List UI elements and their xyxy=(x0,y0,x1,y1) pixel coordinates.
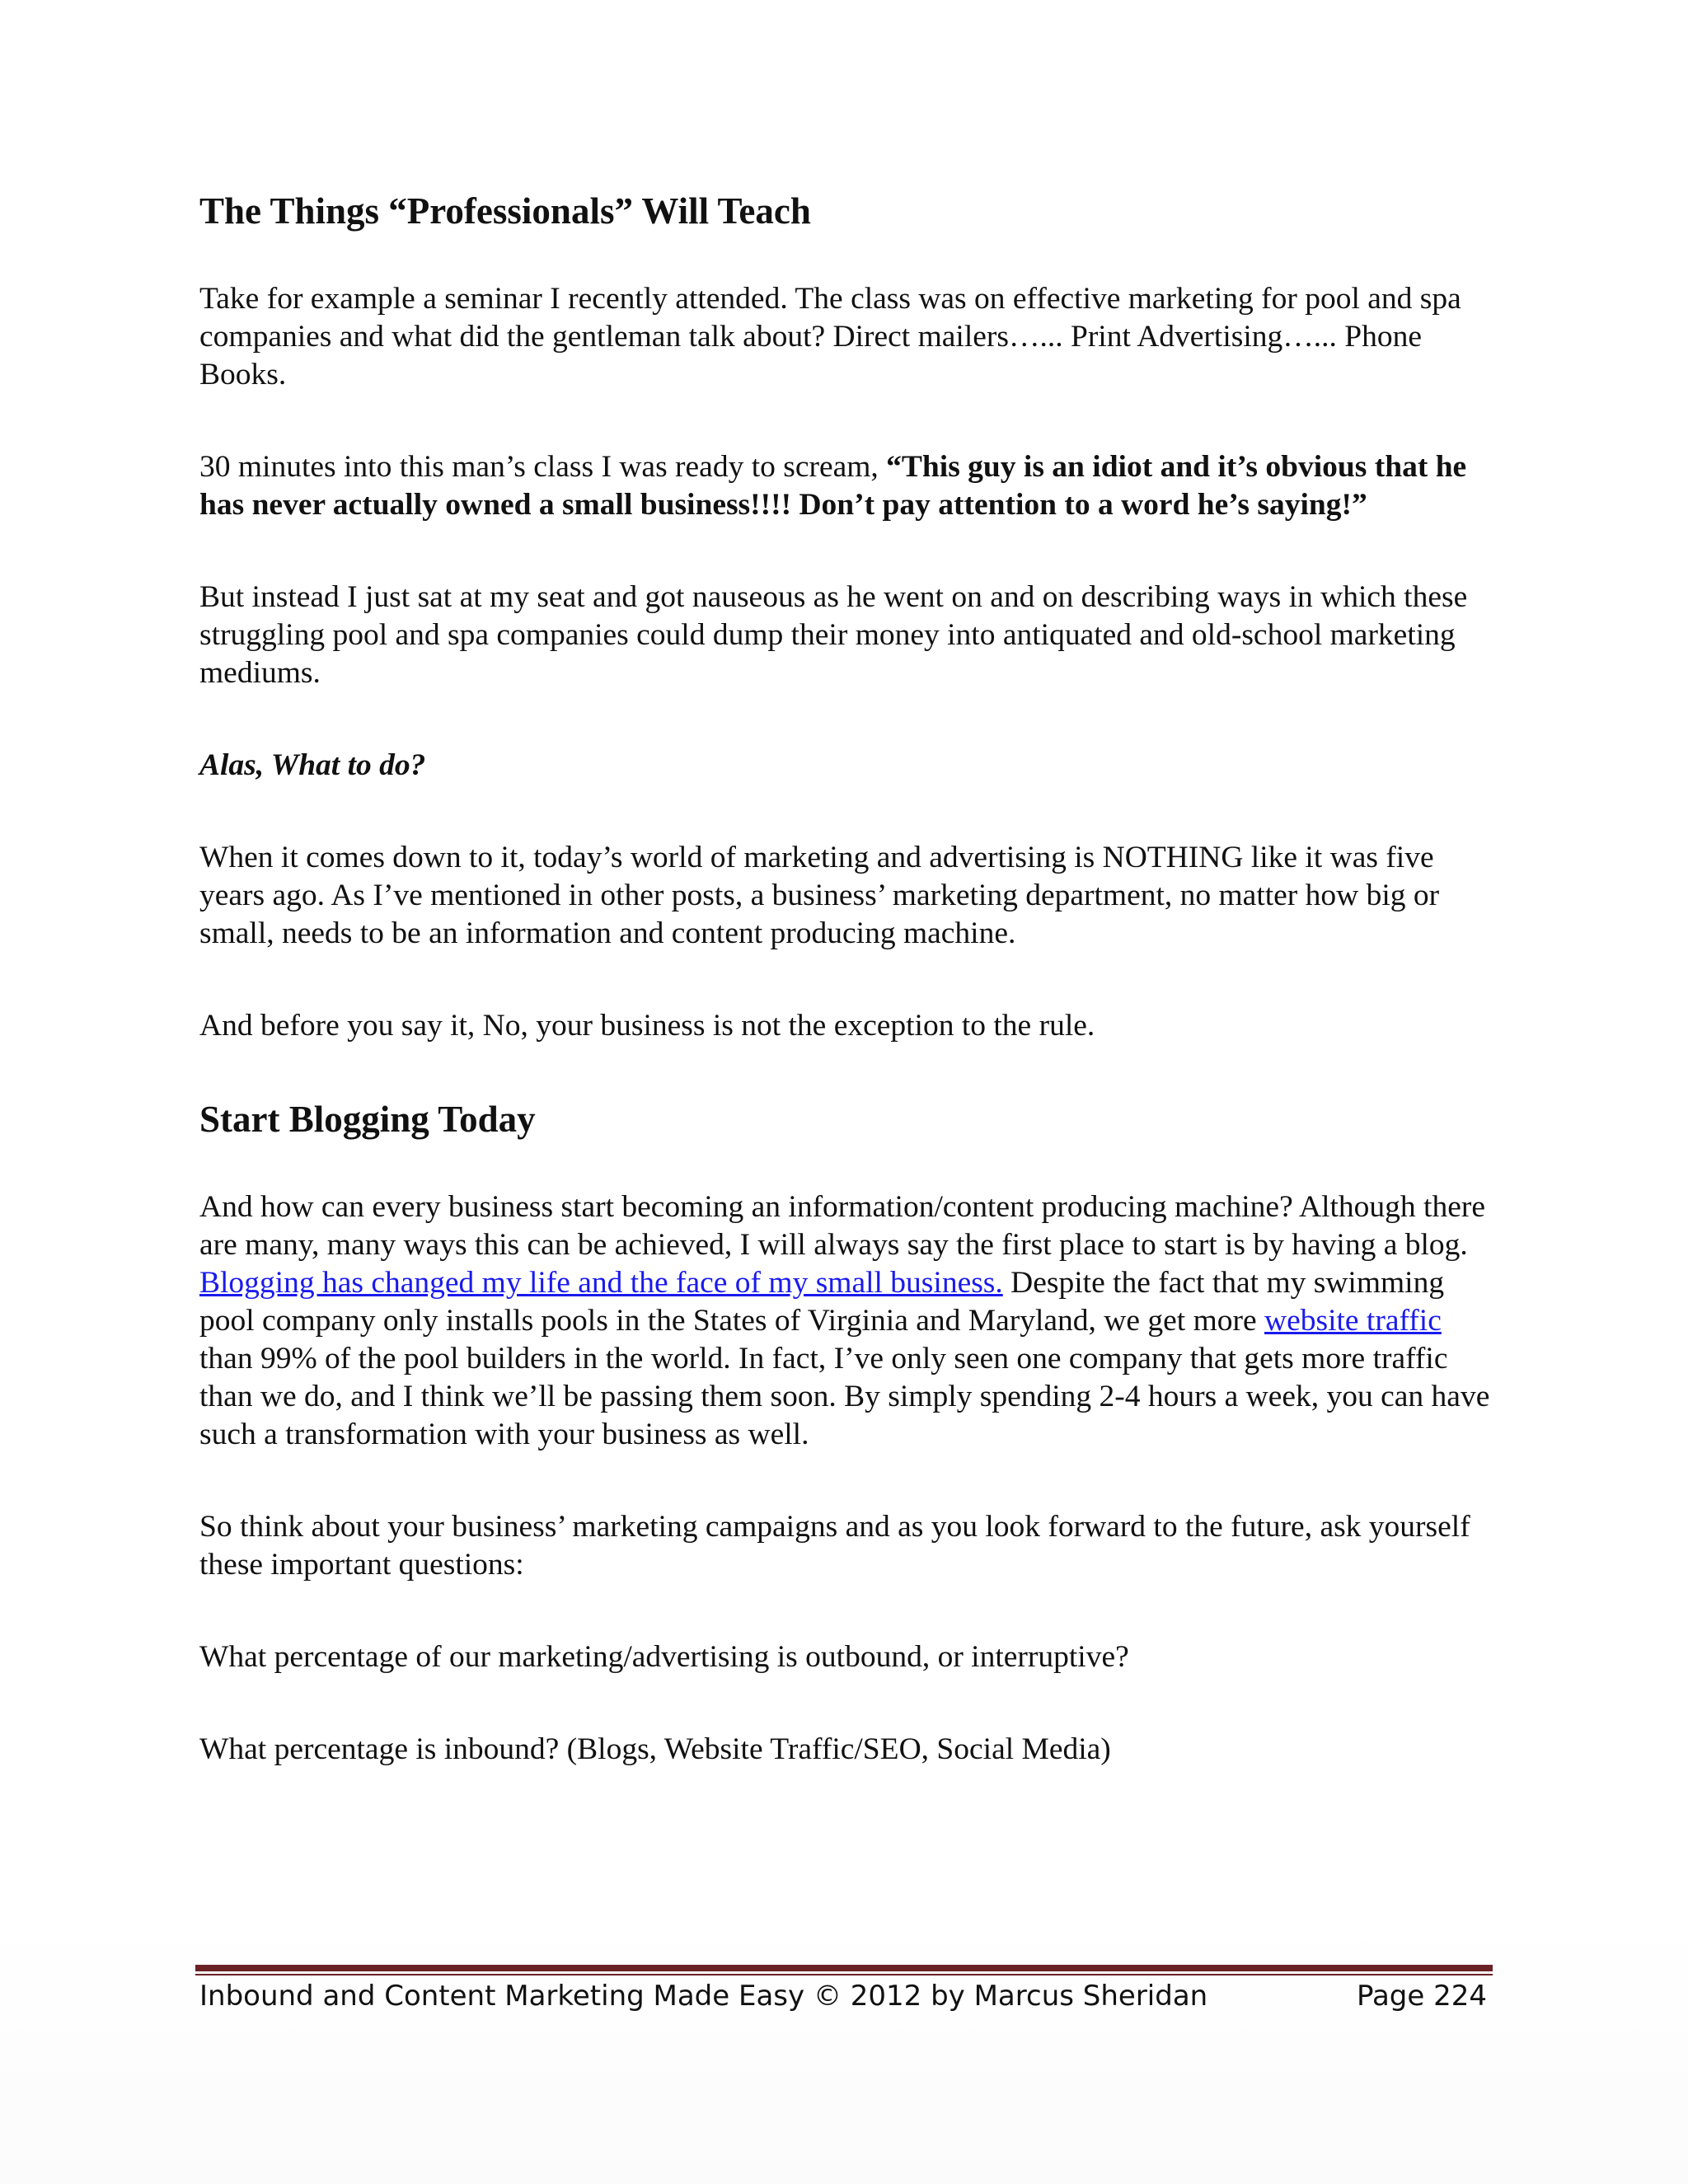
footer-page-number: Page 224 xyxy=(1356,1980,1487,2013)
paragraph-blogging-part-a: And how can every business start becoming an information/content producing machine? Although there are many, many ways this can be achieved, I will always say the first place to start is by having a blog. xyxy=(199,1190,1486,1262)
page-content xyxy=(199,190,1502,1769)
paragraph-blogging xyxy=(199,1188,1502,1454)
section-heading-professionals: The Things “Professionals” Will Teach xyxy=(199,190,811,232)
paragraph-exception: And before you say it, No, your business is not the exception to the rule. xyxy=(199,1009,1095,1043)
paragraph-think-about: So think about your business’ marketing campaigns and as you look forward to the future, ask yourself these important questions: xyxy=(199,1510,1470,1582)
footer-divider xyxy=(195,1965,1493,1975)
paragraph-scream xyxy=(199,448,1502,524)
blogging-changed-my-life-link[interactable]: Blogging has changed my life and the face of my small business. xyxy=(199,1266,1003,1300)
paragraph-nauseous: But instead I just sat at my seat and got nauseous as he went on and on describing ways in which these struggling pool and spa companies could dump their money into antiquated and old-school marketing mediums. xyxy=(199,580,1468,690)
subheading-alas: Alas, What to do? xyxy=(199,748,426,782)
section-heading-blogging: Start Blogging Today xyxy=(199,1099,536,1140)
footer-book-title: Inbound and Content Marketing Made Easy © 2012 by Marcus Sheridan xyxy=(199,1980,1208,2013)
paragraph-marketing-today: When it comes down to it, today’s world of marketing and advertising is NOTHING like it was five years ago. As I’ve mentioned in other posts, a business’ marketing department, no matter how big or small, needs to be an information and content producing machine. xyxy=(199,841,1440,950)
paragraph-scream-lead: 30 minutes into this man’s class I was ready to scream, xyxy=(199,450,887,484)
question-outbound: What percentage of our marketing/advertising is outbound, or interruptive? xyxy=(199,1640,1129,1674)
website-traffic-link[interactable]: website traffic xyxy=(1264,1304,1442,1338)
page-footer xyxy=(199,1978,1487,2014)
paragraph-seminar: Take for example a seminar I recently attended. The class was on effective marketing for pool and spa companies and what did the gentleman talk about? Direct mailers…... Print Advertising…... Phone Books. xyxy=(199,282,1461,391)
question-inbound: What percentage is inbound? (Blogs, Website Traffic/SEO, Social Media) xyxy=(199,1732,1111,1766)
paragraph-scream-quote: “This guy is an idiot and it’s obvious that he has never actually owned a small business!!!! Don’t pay attention to a word he’s saying!” xyxy=(199,450,1467,522)
paragraph-blogging-part-b: Despite the fact that my swimming pool company only installs pools in the States of Virginia and Maryland, we get more xyxy=(199,1266,1445,1338)
paragraph-blogging-part-c: than 99% of the pool builders in the world. In fact, I’ve only seen one company that gets more traffic than we do, and I think we’ll be passing them soon. By simply spending 2-4 hours a week, you can have such a transformation with your business as well. xyxy=(199,1342,1490,1451)
